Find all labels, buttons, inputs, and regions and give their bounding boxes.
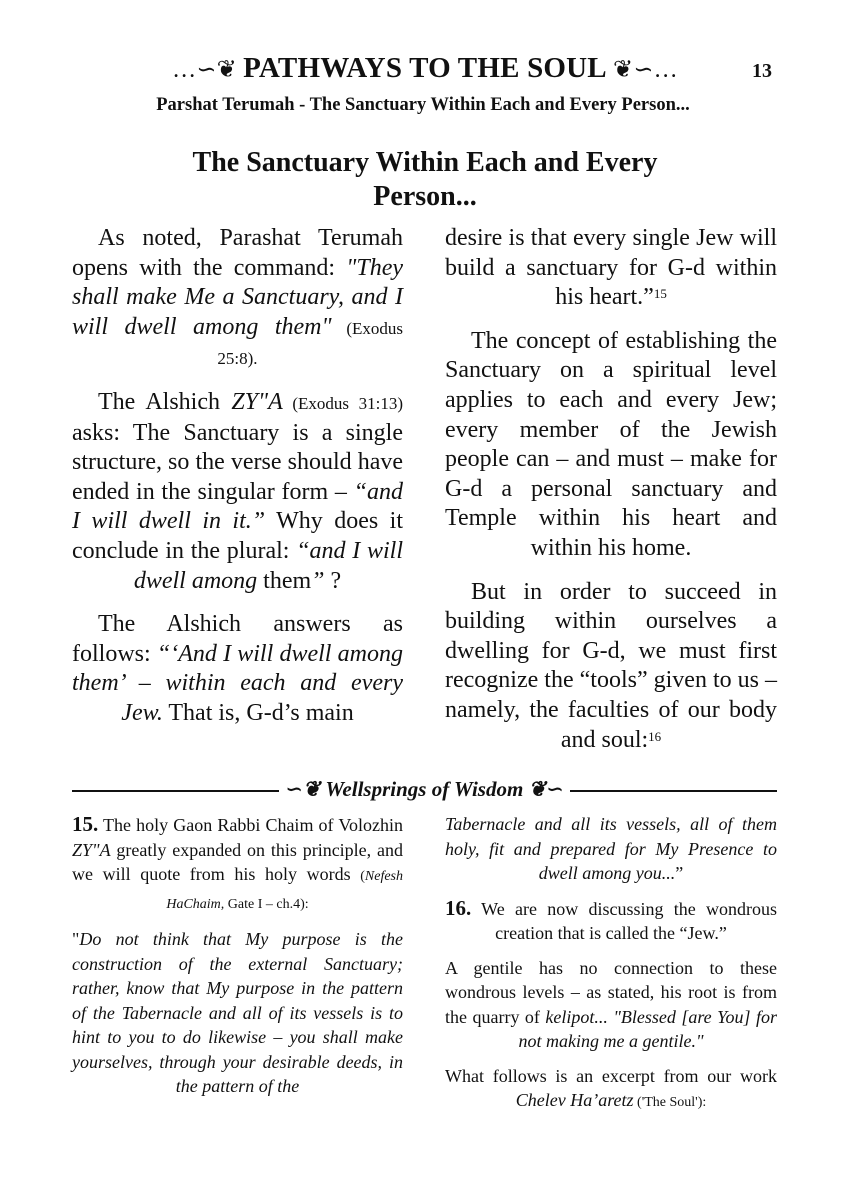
text-run: A gentile has no connection to these wondrous levels – as stated, his root is from the quarry of: [445, 957, 777, 1027]
text-run: “and I will dwell among: [133, 537, 403, 594]
text-run: As noted, Parashat Terumah opens with the command:: [72, 225, 403, 281]
text-run: We are now discussing the wondrous creation that is called the “Jew.”: [471, 898, 777, 943]
text-run: That is, G-d’s main: [162, 699, 354, 726]
text-run: greatly expanded on this principle, and we will quote from his holy words: [72, 839, 403, 884]
footnote-paragraph: [72, 812, 403, 917]
text-run: What follows is an excerpt from our work: [445, 1065, 777, 1086]
footnote-reference: 15: [653, 286, 667, 302]
text-run: The holy Gaon Rabbi Chaim of Volozhin: [98, 815, 403, 835]
text-run: Chelev Ha’aretz: [515, 1090, 634, 1110]
text-run: ": [72, 929, 80, 949]
footnotes-column-right: [445, 812, 777, 1126]
ornament-right-icon: ❦∽…: [606, 57, 678, 83]
footnotes-divider: [72, 777, 777, 801]
footnote-number: 16.: [445, 895, 472, 920]
footnote-paragraph: [445, 812, 777, 886]
footnotes-heading: Wellsprings of Wisdom: [325, 777, 524, 801]
footnote-paragraph: [445, 956, 777, 1054]
running-title: [130, 52, 720, 85]
text-run: Nefesh HaChaim,: [166, 869, 403, 912]
text-run: Do not think that My purpose is the construction of the external Sanctuary; rather, know that My purpose in the pattern of the Tabernacle and all of its vessels is to hint to you to do likewise – you shall make yourselves, through your desirable deeds, in the pattern of the: [72, 929, 403, 1096]
body-paragraph: [445, 578, 777, 756]
body-paragraph: [72, 610, 403, 728]
page-number: 13: [752, 60, 772, 82]
text-run: ZY"A: [72, 839, 111, 860]
article-title: The Sanctuary Within Each and Every Person...: [192, 147, 658, 212]
body-paragraph: [445, 224, 777, 313]
text-run: Tabernacle and all its vessels, all of them holy, fit and prepared for My Presence to dwell among you...: [445, 814, 777, 883]
text-run: ZY"A: [231, 388, 283, 415]
running-subtitle: Parshat Terumah - The Sanctuary Within Each and Every Person...: [156, 95, 690, 115]
text-run: desire is that every single Jew will build a sanctuary for G-d within his heart.”: [445, 225, 777, 311]
text-run: Why does it conclude in the plural:: [72, 508, 403, 564]
footnote-number: 15.: [72, 812, 99, 836]
ornament-icon: ❦∽: [523, 777, 564, 801]
text-run: (: [360, 869, 365, 884]
body-paragraph: [72, 388, 403, 596]
text-run: The concept of establishing the Sanctuary on a spiritual level applies to each and every Jew; every member of the Jewish people can – and must – make for G-d a personal sanctuary and Temple within his heart and within his home.: [445, 327, 777, 561]
body-paragraph: [72, 224, 403, 374]
main-column-left: [72, 224, 403, 743]
text-run: "They shall make Me a Sanctuary, and I will dwell among them": [72, 254, 403, 340]
ornament-left-icon: …∽❦: [172, 57, 244, 83]
running-title-text: PATHWAYS TO THE SOUL: [243, 52, 607, 84]
main-column-right: [445, 224, 777, 769]
footnote-paragraph: [445, 1064, 777, 1116]
text-run: But in order to succeed in building within ourselves a dwelling for G-d, we must first recognize the “tools” given to us – namely, the faculties of our body and soul:: [445, 578, 777, 753]
text-run: “‘And I will dwell among them’ – within each and every Jew.: [72, 640, 403, 726]
text-run: kelipot... "Blessed [are You] for not making me a gentile.": [518, 1006, 777, 1051]
text-run: them: [257, 567, 312, 594]
text-run: asks: The Sanctuary is a single structure, so the verse should have ended in the singular form –: [72, 419, 403, 505]
ornament-icon: ∽❦: [285, 777, 326, 801]
text-run: ”: [675, 863, 684, 883]
text-run: ?: [324, 567, 342, 594]
text-run: (Exodus 25:8).: [217, 318, 403, 369]
footnote-paragraph: [445, 896, 777, 946]
text-run: Gate I – ch.4):: [224, 896, 309, 912]
text-run: ('The Soul'):: [633, 1095, 707, 1110]
footnotes-column-left: [72, 812, 403, 1109]
body-paragraph: [445, 327, 777, 564]
footnote-reference: 16: [648, 728, 662, 744]
text-run: “and I will dwell in it.”: [72, 478, 403, 535]
text-run: ”: [311, 567, 325, 594]
text-run: The Alshich answers as follows:: [72, 611, 403, 667]
footnote-paragraph: [72, 927, 403, 1099]
text-run: (Exodus 31:13): [282, 393, 403, 413]
text-run: The Alshich: [98, 388, 232, 415]
